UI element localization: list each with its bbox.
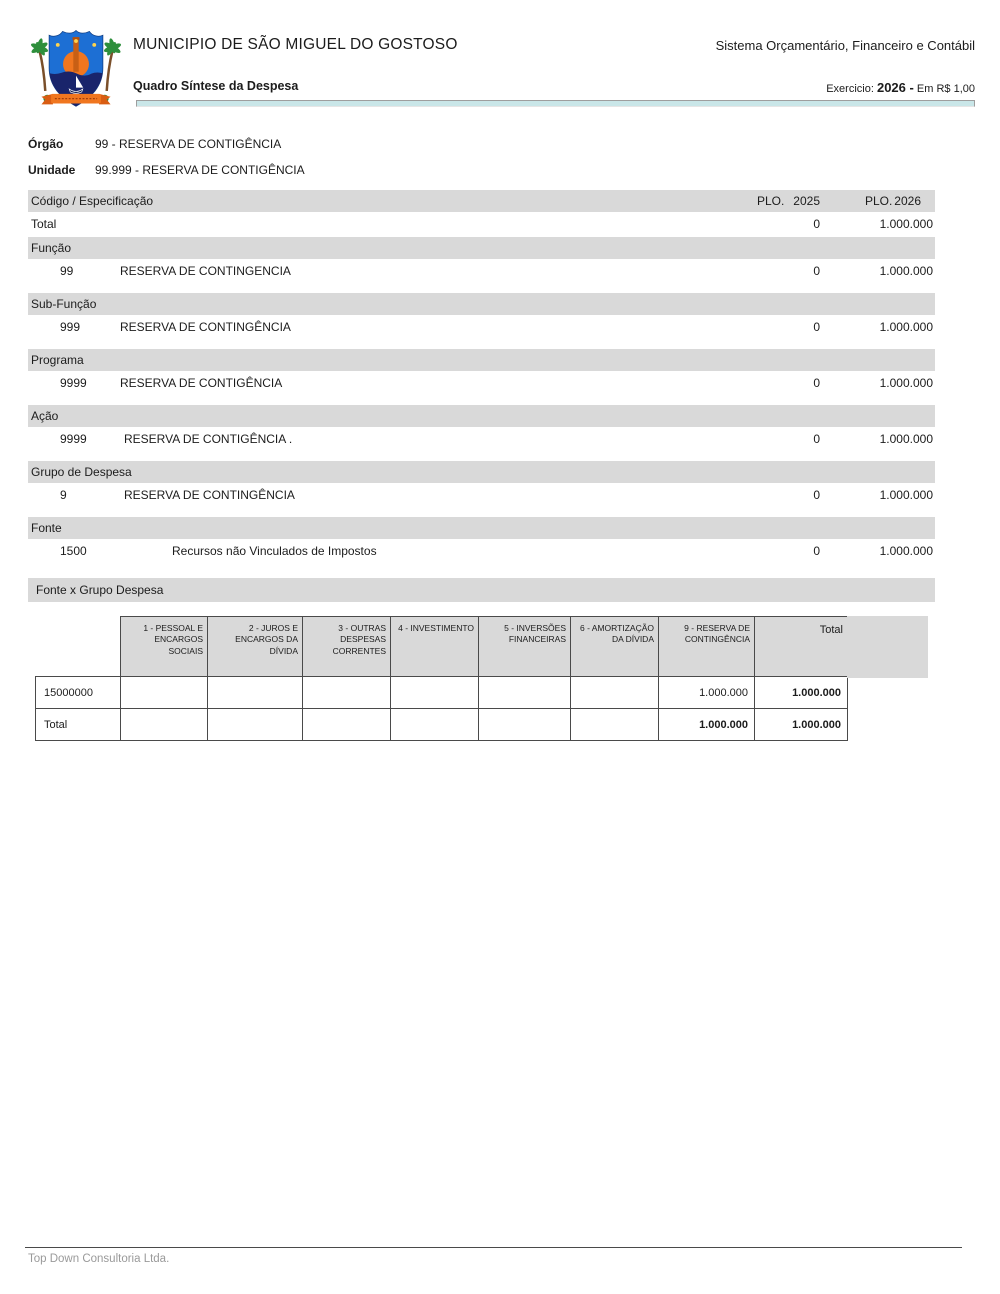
- row-desc: RESERVA DE CONTINGENCIA: [120, 263, 291, 278]
- column-plo-2026: [820, 194, 935, 208]
- orgao-value: 99 - RESERVA DE CONTIGÊNCIA: [95, 137, 282, 151]
- section-funcao: [28, 237, 935, 282]
- matrix-col-header: 5 - INVERSÕES FINANCEIRAS: [479, 617, 571, 677]
- table-row: [28, 371, 935, 394]
- unidade-label: Unidade: [28, 163, 76, 177]
- currency-note: Em R$ 1,00: [916, 83, 975, 95]
- orgao-label: Órgão: [28, 137, 64, 151]
- summary-table: [28, 190, 935, 741]
- matrix-cell: [479, 677, 571, 709]
- table-row: [28, 427, 935, 450]
- matrix-col-header: 9 - RESERVA DE CONTINGÊNCIA: [659, 617, 755, 677]
- column-spec-label: Código / Especificação: [31, 194, 154, 208]
- row-code: 9999: [60, 431, 87, 446]
- row-desc: RESERVA DE CONTINGÊNCIA: [120, 319, 291, 334]
- matrix-cell: [121, 709, 208, 741]
- total-label: Total: [31, 216, 57, 231]
- summary-header-row: [28, 190, 935, 212]
- total-v2025: 0: [813, 216, 820, 231]
- table-row: [28, 483, 935, 506]
- row-code: 999: [60, 319, 81, 334]
- row-v2026: 1.000.000: [879, 431, 933, 446]
- plo-label-2025: PLO.: [756, 194, 785, 208]
- section-subfuncao: [28, 293, 935, 338]
- row-code: 1500: [60, 543, 87, 558]
- year-2026: 2026: [894, 194, 921, 208]
- row-v2025: 0: [813, 431, 820, 446]
- matrix-col-header: 2 - JUROS E ENCARGOS DA DÍVIDA: [208, 617, 303, 677]
- matrix-cell: [391, 709, 479, 741]
- matrix-cell: [571, 709, 659, 741]
- matrix-row-total: [36, 709, 848, 741]
- section-header: Ação: [28, 405, 935, 427]
- matrix-cell-total: 1.000.000: [755, 677, 848, 709]
- section-header: Função: [28, 237, 935, 259]
- table-row: [28, 539, 935, 562]
- row-v2025: 0: [813, 375, 820, 390]
- matrix-table: [35, 616, 848, 741]
- matrix-cell: 1.000.000: [659, 677, 755, 709]
- header-divider: [136, 100, 975, 107]
- matrix-cell: [391, 677, 479, 709]
- matrix-cell: [121, 677, 208, 709]
- row-v2025: 0: [813, 319, 820, 334]
- exercise-label: Exercicio:: [826, 83, 874, 95]
- matrix-cell: [208, 677, 303, 709]
- section-grupo-despesa: [28, 461, 935, 506]
- matrix-col-header: 1 - PESSOAL E ENCARGOS SOCIAIS: [121, 617, 208, 677]
- row-v2025: 0: [813, 487, 820, 502]
- matrix-cell: [479, 709, 571, 741]
- matrix-title-bar: Fonte x Grupo Despesa: [28, 578, 935, 602]
- municipality-name: MUNICIPIO DE SÃO MIGUEL DO GOSTOSO: [133, 36, 458, 53]
- matrix-corner-cell: [36, 617, 121, 677]
- row-desc: RESERVA DE CONTIGÊNCIA: [120, 375, 283, 390]
- plo-label-2026: PLO.: [864, 194, 893, 208]
- matrix-cell-total: 1.000.000: [755, 709, 848, 741]
- row-code: 9999: [60, 375, 87, 390]
- matrix-header-row: [36, 617, 848, 677]
- total-row: [28, 212, 935, 235]
- matrix-row-fonte: [36, 677, 848, 709]
- exercise-year: 2026 -: [876, 80, 914, 95]
- matrix-row-label: 15000000: [36, 677, 121, 709]
- matrix-row-label: Total: [36, 709, 121, 741]
- total-v2026: 1.000.000: [879, 216, 933, 231]
- row-desc: Recursos não Vinculados de Impostos: [172, 543, 377, 558]
- matrix-cell: 1.000.000: [659, 709, 755, 741]
- unidade-value: 99.999 - RESERVA DE CONTIGÊNCIA: [95, 163, 305, 177]
- system-name: Sistema Orçamentário, Financeiro e Contábil: [715, 38, 975, 53]
- section-header: Programa: [28, 349, 935, 371]
- table-row: [28, 259, 935, 282]
- matrix-col-header-total: Total: [755, 617, 848, 677]
- table-row: [28, 315, 935, 338]
- section-header: Grupo de Despesa: [28, 461, 935, 483]
- exercise-line: [826, 80, 975, 95]
- municipality-crest-icon: [28, 20, 124, 112]
- column-plo-2025: [720, 194, 820, 208]
- matrix-table-wrap: [35, 616, 935, 741]
- section-header: Fonte: [28, 517, 935, 539]
- matrix-col-header: 3 - OUTRAS DESPESAS CORRENTES: [303, 617, 391, 677]
- row-v2026: 1.000.000: [879, 543, 933, 558]
- row-v2026: 1.000.000: [879, 375, 933, 390]
- row-v2026: 1.000.000: [879, 319, 933, 334]
- matrix-cell: [208, 709, 303, 741]
- row-v2025: 0: [813, 263, 820, 278]
- row-v2026: 1.000.000: [879, 487, 933, 502]
- row-code: 99: [60, 263, 74, 278]
- matrix-cell: [571, 677, 659, 709]
- matrix-header-extension: [847, 616, 928, 678]
- section-acao: [28, 405, 935, 450]
- matrix-cell: [303, 677, 391, 709]
- row-v2025: 0: [813, 543, 820, 558]
- section-header: Sub-Função: [28, 293, 935, 315]
- row-code: 9: [60, 487, 67, 502]
- matrix-col-header: 4 - INVESTIMENTO: [391, 617, 479, 677]
- footer-company: Top Down Consultoria Ltda.: [28, 1253, 170, 1265]
- matrix-cell: [303, 709, 391, 741]
- row-v2026: 1.000.000: [879, 263, 933, 278]
- row-desc: RESERVA DE CONTIGÊNCIA .: [124, 431, 293, 446]
- matrix-col-header: 6 - AMORTIZAÇÃO DA DÍVIDA: [571, 617, 659, 677]
- report-title: Quadro Síntese da Despesa: [133, 79, 299, 93]
- section-fonte: [28, 517, 935, 562]
- footer-divider: [25, 1247, 962, 1248]
- row-desc: RESERVA DE CONTINGÊNCIA: [124, 487, 295, 502]
- section-programa: [28, 349, 935, 394]
- year-2025: 2025: [793, 194, 820, 208]
